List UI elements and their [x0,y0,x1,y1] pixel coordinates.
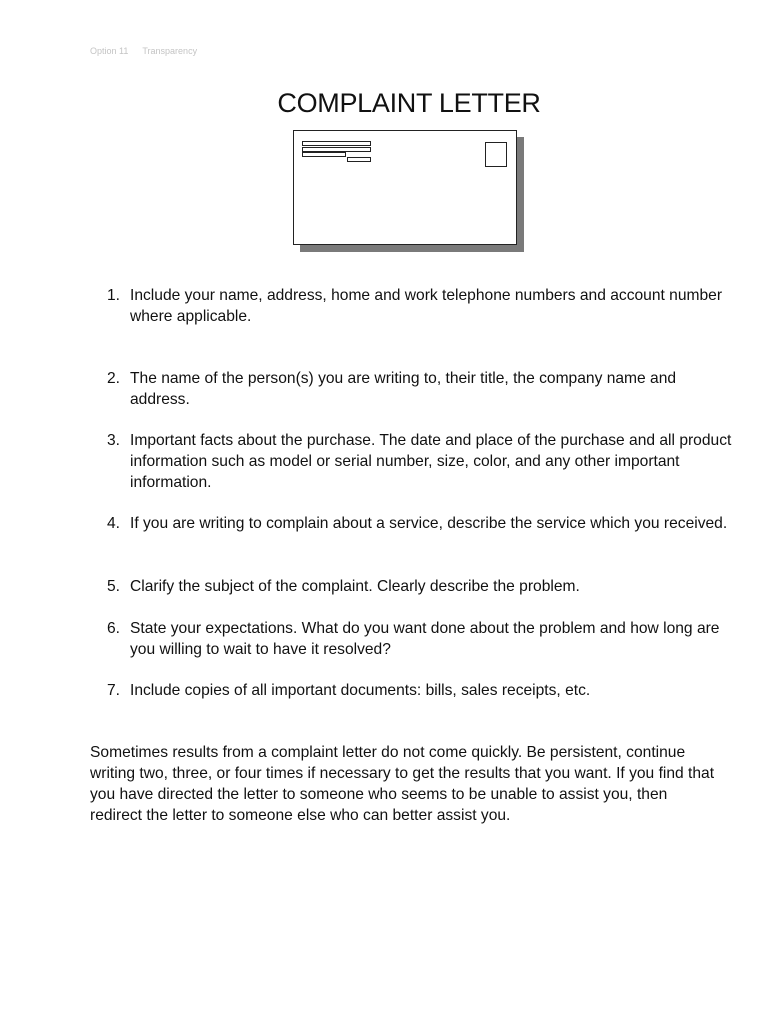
list-item [98,576,738,597]
step-number: 6. [106,620,120,637]
list-item [98,430,738,493]
step-text: State your expectations. What do you want done about the problem and how long are you willing to wait to have it resolved? [130,620,720,658]
page-title: COMPLAINT LETTER [277,88,541,118]
step-number: 4. [106,515,120,532]
step-number: 1. [106,287,120,304]
list-item [98,368,738,410]
option-label: Option 11 [90,46,129,56]
envelope-body [293,130,517,245]
step-text: Include your name, address, home and work telephone numbers and account number where applicable. [130,287,723,325]
page-header [90,46,197,56]
step-text: If you are writing to complain about a service, describe the service which you received. [130,515,728,532]
stamp-icon [485,142,507,167]
return-address-line [302,152,346,157]
step-text: Include copies of all important documents: bills, sales receipts, etc. [130,682,591,699]
step-number: 3. [106,432,120,449]
step-text: Clarify the subject of the complaint. Clearly describe the problem. [130,578,580,595]
return-address-line [347,157,371,162]
transparency-label: Transparency [142,46,198,56]
step-number: 7. [106,682,120,699]
list-item [98,285,738,327]
step-text: Important facts about the purchase. The date and place of the purchase and all product information such as model or serial number, size, color, and any other important information. [130,432,732,491]
list-item [98,680,738,701]
closing-paragraph: Sometimes results from a complaint letter do not come quickly. Be persistent, continue writing two, three, or four times if necessary to get the results that you want. If you find that you have directed the letter to someone who seems to be unable to assist you, then redirect the letter to someone else who can better assist you. [90,744,715,824]
step-number: 2. [106,370,120,387]
list-item [98,513,738,534]
list-item [98,618,738,660]
envelope-icon [293,130,525,252]
return-address-line [302,141,371,146]
step-text: The name of the person(s) you are writing to, their title, the company name and address. [130,370,677,408]
step-number: 5. [106,578,120,595]
